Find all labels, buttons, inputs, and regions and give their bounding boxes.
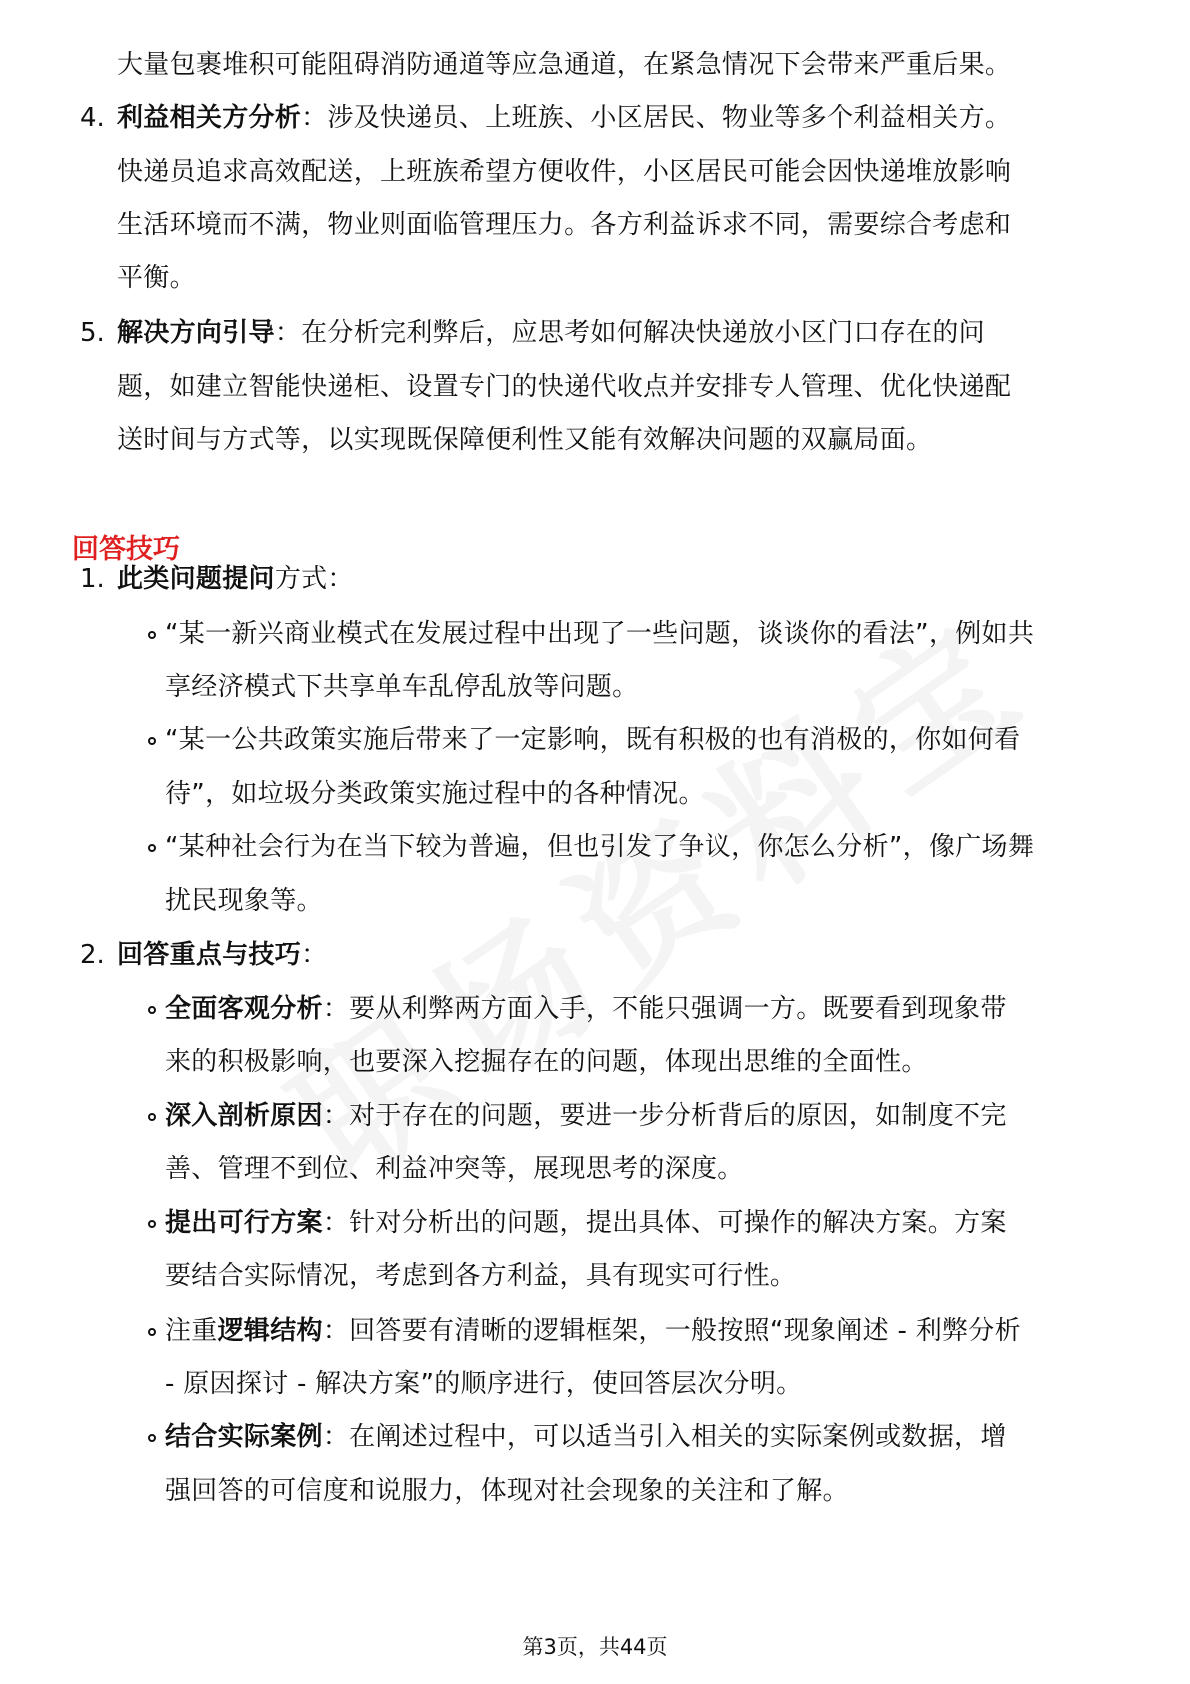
s2-heading: 回答重点与技巧： — [117, 940, 328, 970]
item-5-title: 解决方向引导 — [117, 318, 275, 348]
bullet-icon — [148, 1220, 156, 1228]
s1-title: 此类问题提问 — [117, 564, 275, 594]
s2-b2-line-2: 善、管理不到位、利益冲突等，展现思考的深度。 — [165, 1154, 744, 1184]
bullet-icon — [148, 1328, 156, 1336]
s2-number: 2. — [80, 940, 105, 970]
s2-title: 回答重点与技巧 — [117, 940, 302, 970]
s2-b1-line-1: 全面客观分析：要从利弊两方面入手，不能只强调一方。既要看到现象带 — [165, 994, 1007, 1024]
continuation-text: 大量包裹堆积可能阻碍消防通道等应急通道，在紧急情况下会带来严重后果。 — [117, 50, 1012, 80]
s1-b3-line-2: 扰民现象等。 — [165, 886, 323, 916]
s1-b3-line-1: “某种社会行为在当下较为普遍，但也引发了争议，你怎么分析”，像广场舞 — [165, 832, 1035, 862]
s2-b4-line-2: - 原因探讨 - 解决方案”的顺序进行，使回答层次分明。 — [165, 1369, 803, 1399]
item-4-line-2: 快递员追求高效配送，上班族希望方便收件，小区居民可能会因快递堆放影响 — [117, 157, 1012, 187]
s1-b2-line-1: “某一公共政策实施后带来了一定影响，既有积极的也有消极的，你如何看 — [165, 725, 1021, 755]
item-5-line-1: 解决方向引导：在分析完利弊后，应思考如何解决快递放小区门口存在的问 — [117, 318, 985, 348]
item-5-number: 5. — [80, 318, 105, 348]
bullet-icon — [148, 737, 156, 745]
s1-number: 1. — [80, 564, 105, 594]
item-4-line-1: 利益相关方分析：涉及快递员、上班族、小区居民、物业等多个利益相关方。 — [117, 103, 1012, 133]
item-4-line-3: 生活环境而不满，物业则面临管理压力。各方利益诉求不同，需要综合考虑和 — [117, 210, 1012, 240]
bullet-icon — [148, 631, 156, 639]
item-4-number: 4. — [80, 103, 105, 133]
s1-b1-line-1: “某一新兴商业模式在发展过程中出现了一些问题，谈谈你的看法”，例如共 — [165, 619, 1035, 649]
s1-heading: 此类问题提问方式： — [117, 564, 354, 594]
s2-b5-line-1: 结合实际案例：在阐述过程中，可以适当引入相关的实际案例或数据，增 — [165, 1422, 1007, 1452]
s1-b2-line-2: 待”，如垃圾分类政策实施过程中的各种情况。 — [165, 779, 705, 809]
s2-b3-line-2: 要结合实际情况，考虑到各方利益，具有现实可行性。 — [165, 1261, 797, 1291]
section-heading: 回答技巧 — [72, 534, 180, 565]
bullet-icon — [148, 1113, 156, 1121]
s2-b5-line-2: 强回答的可信度和说服力，体现对社会现象的关注和了解。 — [165, 1476, 849, 1506]
s2-b1-line-2: 来的积极影响，也要深入挖掘存在的问题，体现出思维的全面性。 — [165, 1047, 928, 1077]
bullet-icon — [148, 1006, 156, 1014]
item-5-line-2: 题，如建立智能快递柜、设置专门的快递代收点并安排专人管理、优化快递配 — [117, 372, 1012, 402]
item-4-line-4: 平衡。 — [117, 263, 196, 293]
s2-b3-line-1: 提出可行方案：针对分析出的问题，提出具体、可操作的解决方案。方案 — [165, 1208, 1007, 1238]
s1-b1-line-2: 享经济模式下共享单车乱停乱放等问题。 — [165, 672, 639, 702]
page-footer: 第3页，共44页 — [522, 1635, 668, 1659]
item-5-line-3: 送时间与方式等，以实现既保障便利性又能有效解决问题的双赢局面。 — [117, 425, 933, 455]
s2-b4-line-1: 注重逻辑结构：回答要有清晰的逻辑框架，一般按照“现象阐述 - 利弊分析 — [165, 1316, 1021, 1346]
bullet-icon — [148, 1434, 156, 1442]
s2-b2-line-1: 深入剖析原因：对于存在的问题，要进一步分析背后的原因，如制度不完 — [165, 1101, 1007, 1131]
item-4-title: 利益相关方分析 — [117, 103, 302, 133]
bullet-icon — [148, 844, 156, 852]
